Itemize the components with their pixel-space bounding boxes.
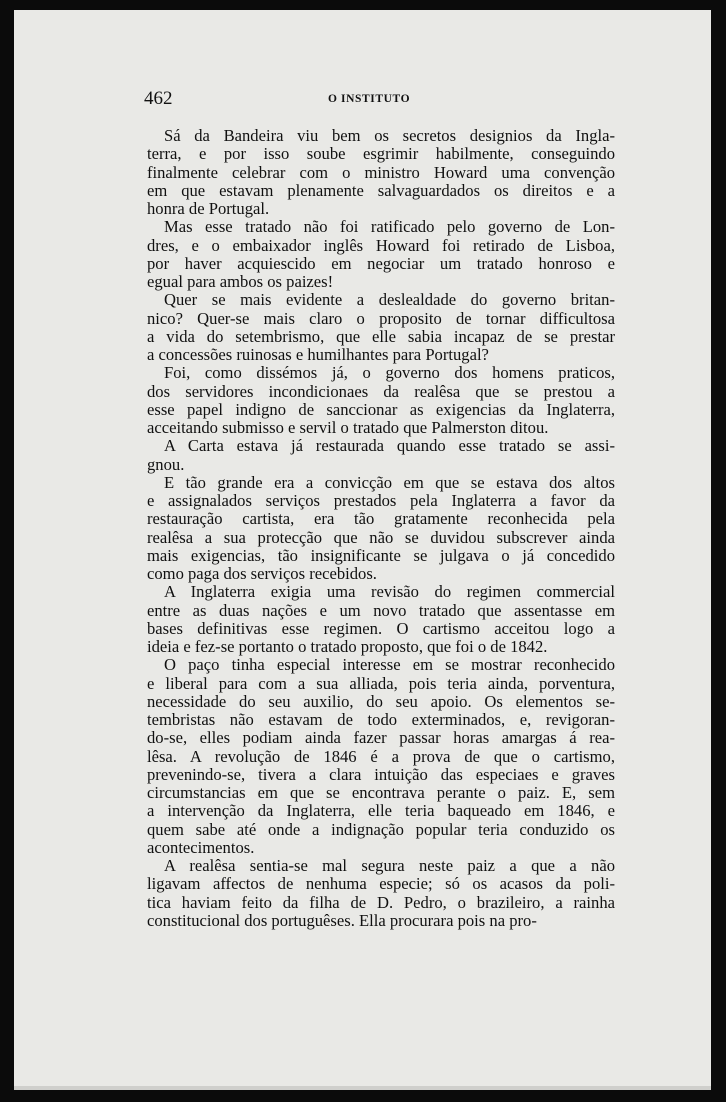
paragraph bbox=[147, 583, 615, 656]
text-line: Mas esse tratado não foi ratificado pelo governo de Lon- bbox=[164, 218, 615, 237]
text-line: dres, e o embaixador inglês Howard foi retirado de Lisboa, bbox=[147, 236, 615, 255]
text-line: como paga dos serviços recebidos. bbox=[147, 565, 377, 583]
text-line: quem sabe até onde a indignação popular teria conduzido os bbox=[147, 820, 615, 839]
text-line: em que estavam plenamente salvaguardados os direitos e a bbox=[147, 181, 615, 200]
text-line: honra de Portugal. bbox=[147, 200, 270, 218]
text-line: a intervenção da Inglaterra, elle teria baqueado em 1846, e bbox=[147, 802, 615, 821]
text-line: a vida do setembrismo, que elle sabia incapaz de se prestar bbox=[147, 327, 615, 346]
text-line: necessidade do seu auxilio, do seu apoio. Os elementos se- bbox=[147, 692, 615, 711]
text-line: A Inglaterra exigia uma revisão do regimen commercial bbox=[164, 583, 615, 602]
text-line: dos servidores incondicionaes da realêsa que se prestou a bbox=[147, 382, 615, 401]
text-line: restauração cartista, era tão gratamente reconhecida pela bbox=[147, 510, 615, 529]
text-line: Quer se mais evidente a deslealdade do governo britan- bbox=[164, 291, 615, 310]
text-line: tica haviam feito da filha de D. Pedro, o brazileiro, a rainha bbox=[147, 893, 615, 912]
paragraph bbox=[147, 474, 615, 584]
page-header bbox=[144, 88, 544, 114]
text-line: e liberal para com a sua alliada, pois teria ainda, porventura, bbox=[147, 674, 615, 693]
text-line: circumstancias em que se encontrava perante o paiz. E, sem bbox=[147, 784, 615, 802]
paragraph bbox=[147, 364, 615, 437]
text-line: O paço tinha especial interesse em se mostrar reconhecido bbox=[164, 656, 615, 675]
text-line: do-se, elles podiam ainda fazer passar horas amargas á rea- bbox=[147, 729, 615, 748]
text-line: finalmente celebrar com o ministro Howard uma convenção bbox=[147, 163, 615, 182]
text-line: ideia e fez-se portanto o tratado proposto, que foi o de 1842. bbox=[147, 638, 548, 656]
text-line: gnou. bbox=[147, 455, 185, 474]
body-text bbox=[147, 127, 615, 930]
text-line: acceitando submisso e servil o tratado que Palmerston ditou. bbox=[147, 419, 549, 437]
text-line: constitucional dos portuguêses. Ella procurara pois na pro- bbox=[147, 911, 537, 930]
page-edge bbox=[14, 1086, 711, 1090]
text-line: tembristas não estavam de todo exterminados, e, revigoran- bbox=[147, 711, 615, 729]
text-line: A realêsa sentia-se mal segura neste paiz a que a não bbox=[164, 857, 615, 875]
text-line: entre as duas nações e um novo tratado que assentasse em bbox=[147, 601, 615, 620]
text-line: esse papel indigno de sanccionar as exigencias da Inglaterra, bbox=[147, 400, 615, 419]
paragraph bbox=[147, 857, 615, 930]
text-line: nico? Quer-se mais claro o proposito de tornar difficultosa bbox=[147, 309, 615, 328]
text-line: ligavam affectos de nenhuma especie; só os acasos da poli- bbox=[147, 875, 615, 894]
paragraph bbox=[147, 437, 615, 474]
text-line: A Carta estava já restaurada quando esse tratado se assi- bbox=[164, 437, 615, 456]
running-head: O INSTITUTO bbox=[328, 93, 411, 105]
text-line: lêsa. A revolução de 1846 é a prova de que o cartismo, bbox=[147, 747, 615, 766]
text-line: prevenindo-se, tivera a clara intuição das especiaes e graves bbox=[147, 765, 615, 784]
paragraph bbox=[147, 656, 615, 857]
text-line: a concessões ruinosas e humilhantes para Portugal? bbox=[147, 346, 489, 364]
text-line: realêsa a sua protecção que não se duvidou subscrever ainda bbox=[147, 528, 615, 547]
text-line: egual para ambos os paizes! bbox=[147, 273, 334, 291]
text-line: acontecimentos. bbox=[147, 838, 255, 857]
text-line: bases definitivas esse regimen. O cartismo acceitou logo a bbox=[147, 619, 615, 638]
text-line: Foi, como dissémos já, o governo dos homens praticos, bbox=[164, 364, 615, 383]
paragraph bbox=[147, 291, 615, 364]
paragraph bbox=[147, 218, 615, 291]
text-line: por haver acquiescido em negociar um tratado honroso e bbox=[147, 254, 615, 273]
paragraph bbox=[147, 127, 615, 218]
text-line: e assignalados serviços prestados pela Inglaterra a favor da bbox=[147, 492, 615, 510]
text-line: E tão grande era a convicção em que se estava dos altos bbox=[164, 473, 615, 492]
text-line: mais exigencias, tão insignificante se julgava o já concedido bbox=[147, 546, 615, 565]
page-number: 462 bbox=[144, 88, 173, 109]
text-line: Sá da Bandeira viu bem os secretos designios da Ingla- bbox=[164, 127, 615, 145]
text-line: terra, e por isso soube esgrimir habilmente, conseguindo bbox=[147, 145, 615, 164]
book-page bbox=[14, 10, 711, 1090]
